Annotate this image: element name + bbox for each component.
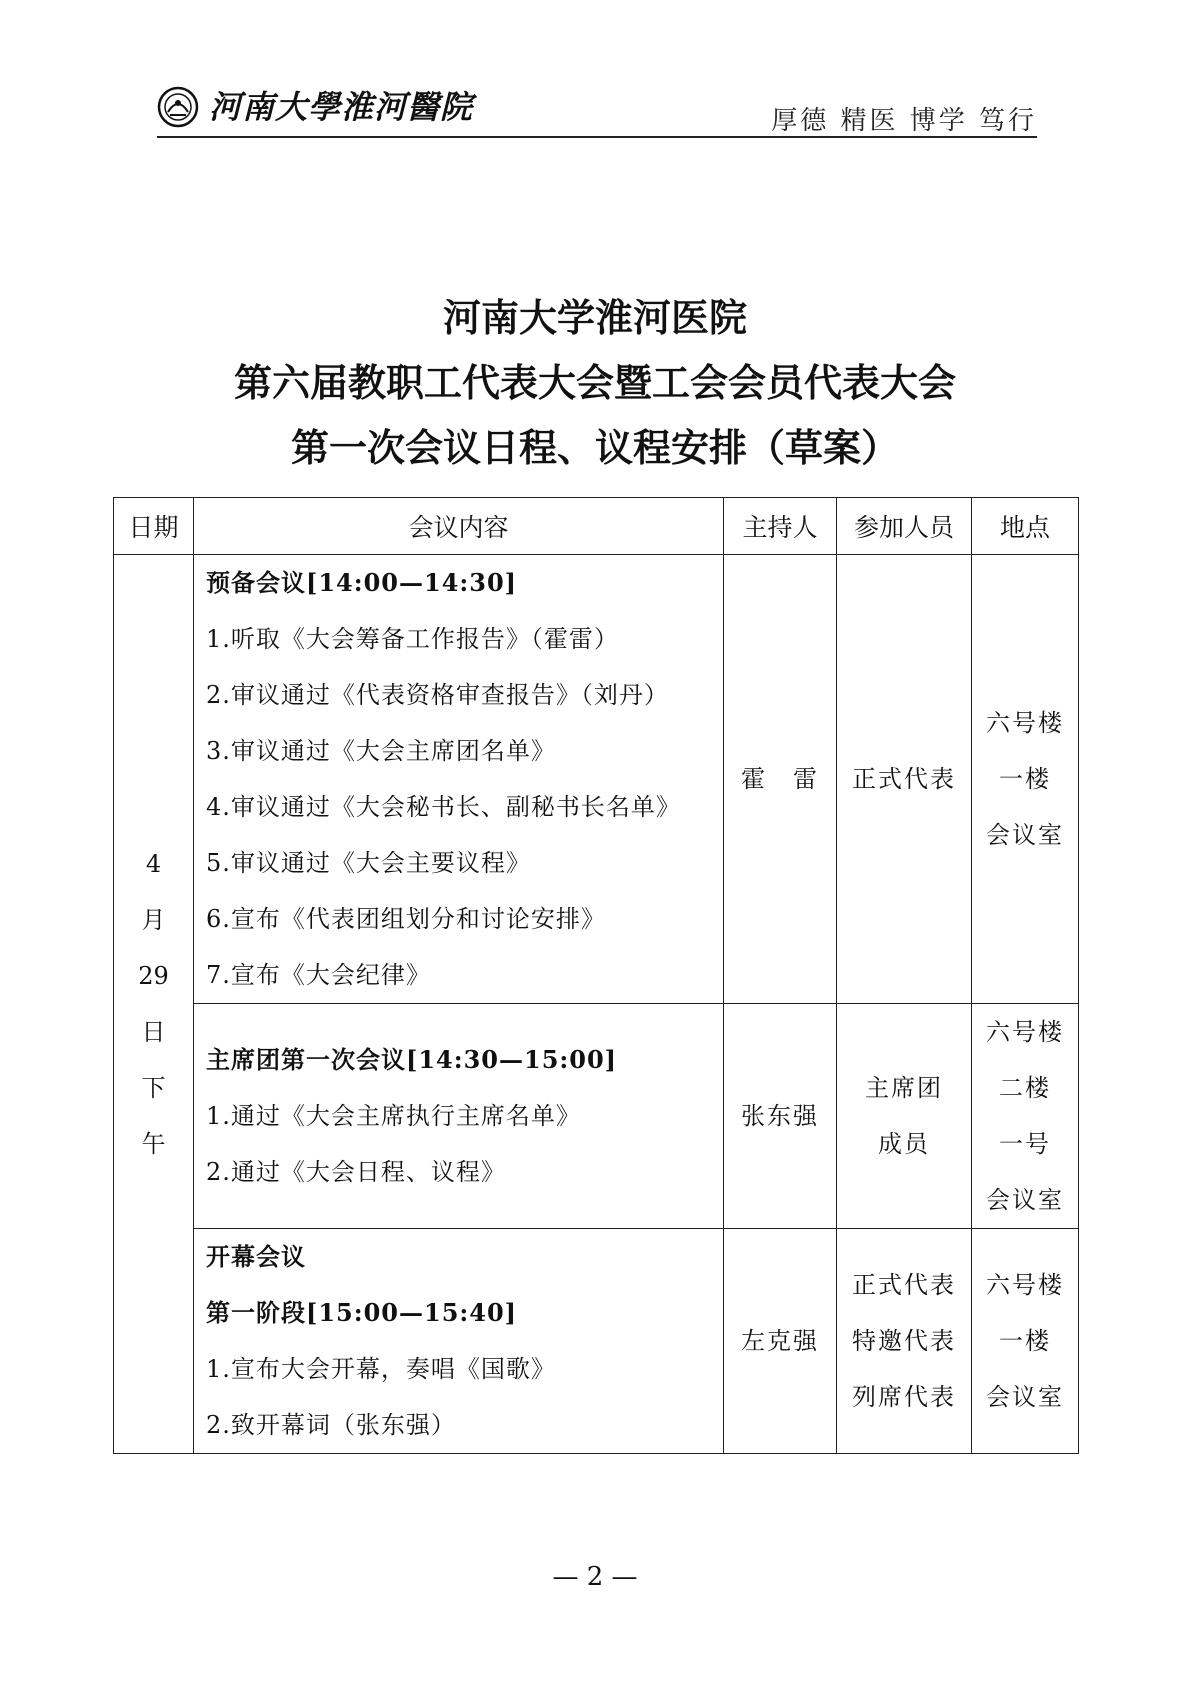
agenda-item: 2.致开幕词（张东强） bbox=[206, 1411, 456, 1439]
page-header bbox=[157, 78, 1037, 136]
date-char: 4 bbox=[145, 850, 162, 878]
agenda-item: 5.审议通过《大会主要议程》 bbox=[206, 849, 531, 877]
session-content bbox=[194, 1229, 724, 1454]
hospital-name: 河南大學淮河醫院 bbox=[209, 88, 474, 126]
date-char: 29 bbox=[138, 962, 169, 990]
session-location bbox=[972, 1004, 1079, 1229]
session-location bbox=[972, 1229, 1079, 1454]
title-line-2: 第六届教职工代表大会暨工会会员代表大会 bbox=[233, 360, 956, 405]
date-char: 午 bbox=[141, 1130, 166, 1158]
participant-line: 正式代表 bbox=[852, 1271, 956, 1299]
location-line: 会议室 bbox=[986, 1383, 1064, 1411]
location-line: 一楼 bbox=[999, 1327, 1051, 1355]
session-content bbox=[194, 555, 724, 1004]
date-cell bbox=[114, 555, 194, 1454]
session-participants bbox=[837, 1229, 972, 1454]
table-row bbox=[114, 555, 1079, 1004]
session-host bbox=[724, 1004, 837, 1229]
table-row bbox=[114, 1229, 1079, 1454]
date-char: 月 bbox=[141, 906, 166, 934]
agenda-item: 1.听取《大会筹备工作报告》（霍雷） bbox=[206, 625, 619, 653]
host-name: 霍 雷 bbox=[741, 765, 819, 793]
host-name: 张东强 bbox=[741, 1102, 819, 1130]
session-participants bbox=[837, 1004, 972, 1229]
session-host bbox=[724, 555, 837, 1004]
participant-line: 主席团 bbox=[865, 1074, 943, 1102]
agenda-item: 1.通过《大会主席执行主席名单》 bbox=[206, 1102, 581, 1130]
session-content bbox=[194, 1004, 724, 1229]
session-participants bbox=[837, 555, 972, 1004]
location-line: 六号楼 bbox=[986, 1271, 1064, 1299]
schedule-table bbox=[113, 497, 1079, 1454]
host-name: 左克强 bbox=[741, 1327, 819, 1355]
agenda-item: 3.审议通过《大会主席团名单》 bbox=[206, 737, 556, 765]
session-location bbox=[972, 555, 1079, 1004]
header-participants: 参加人员 bbox=[837, 498, 972, 555]
agenda-item: 4.审议通过《大会秘书长、副秘书长名单》 bbox=[206, 793, 681, 821]
session-heading: 开幕会议 bbox=[206, 1242, 306, 1271]
session-subheading: 第一阶段[15:00—15:40] bbox=[206, 1298, 518, 1327]
location-line: 六号楼 bbox=[986, 1018, 1064, 1046]
agenda-item: 1.宣布大会开幕，奏唱《国歌》 bbox=[206, 1355, 556, 1383]
session-heading: 主席团第一次会议[14:30—15:00] bbox=[206, 1045, 618, 1074]
header-content: 会议内容 bbox=[194, 498, 724, 555]
participant-line: 成员 bbox=[878, 1130, 930, 1158]
session-host bbox=[724, 1229, 837, 1454]
title-line-3: 第一次会议日程、议程安排（草案） bbox=[290, 425, 899, 470]
agenda-item: 2.审议通过《代表资格审查报告》（刘丹） bbox=[206, 681, 669, 709]
date-char: 日 bbox=[141, 1018, 166, 1046]
hospital-motto: 厚德 精医 博学 笃行 bbox=[771, 106, 1037, 136]
table-header-row bbox=[114, 498, 1079, 555]
participant-line: 正式代表 bbox=[852, 765, 956, 793]
participant-line: 特邀代表 bbox=[852, 1327, 956, 1355]
title-line-1: 河南大学淮河医院 bbox=[442, 295, 747, 340]
header-host: 主持人 bbox=[724, 498, 837, 555]
location-line: 六号楼 bbox=[986, 709, 1064, 737]
location-line: 一楼 bbox=[999, 765, 1051, 793]
participant-line: 列席代表 bbox=[852, 1383, 956, 1411]
location-line: 会议室 bbox=[986, 821, 1064, 849]
location-line: 会议室 bbox=[986, 1186, 1064, 1214]
agenda-item: 2.通过《大会日程、议程》 bbox=[206, 1158, 506, 1186]
page-number: — 2 — bbox=[552, 1562, 638, 1592]
location-line: 二楼 bbox=[999, 1074, 1051, 1102]
header-divider bbox=[157, 136, 1037, 138]
location-line: 一号 bbox=[999, 1130, 1051, 1158]
date-char: 下 bbox=[141, 1074, 166, 1102]
agenda-item: 7.宣布《大会纪律》 bbox=[206, 961, 431, 989]
session-heading: 预备会议[14:00—14:30] bbox=[206, 568, 518, 597]
table-row bbox=[114, 1004, 1079, 1229]
agenda-item: 6.宣布《代表团组划分和讨论安排》 bbox=[206, 905, 606, 933]
header-date: 日期 bbox=[114, 498, 194, 555]
header-location: 地点 bbox=[972, 498, 1079, 555]
hospital-logo-icon bbox=[157, 86, 199, 128]
